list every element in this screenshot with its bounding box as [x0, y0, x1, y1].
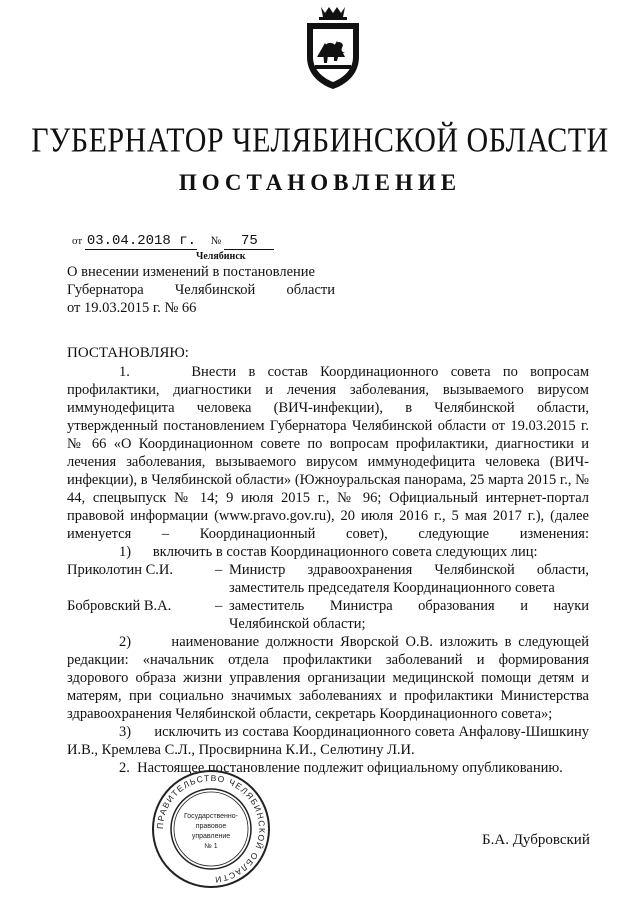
subject-line: от 19.03.2015 г. № 66: [67, 300, 197, 316]
member-role-line: Министр здравоохранения Челябинской области,: [229, 562, 589, 578]
member-role: [229, 597, 589, 633]
item-2: 2) наименование должности Яворской О.В. изложить в следующей редакции: «начальник отдела профилактики заболеваний и формирования здорового образа жизни управления организации медицинской помощи детям и матерям, при социально значимых заболеваниях и профилактики Министерства здравоохранения Челябинской области, секретарь Координационного совета»;: [67, 634, 589, 722]
item-3: 3) исключить из состава Координационного совета Анфалову-Шишкину И.В., Кремлева С.Л., Просвирнина К.И., Селютину Л.И.: [67, 724, 589, 758]
seal-outer-text: ПРАВИТЕЛЬСТВО ЧЕЛЯБИНСКОЙ ОБЛАСТИ: [154, 772, 268, 885]
seal-inner-line: Государственно-: [183, 813, 239, 820]
member-role-line: заместитель Министра образования и науки: [229, 598, 589, 614]
signatory-name: Б.А. Дубровский: [482, 832, 590, 848]
member-name: Приколотин С.И.: [67, 562, 174, 578]
item-1: 1) включить в состав Координационного совета следующих лиц:: [119, 544, 538, 560]
date-number-line: [72, 232, 274, 250]
member-dash: –: [215, 562, 223, 578]
paragraph-2: 2. Настоящее постановление подлежит официальному опубликованию.: [119, 760, 563, 776]
member-role: [229, 561, 589, 597]
document-body: [67, 363, 589, 777]
city-label: Челябинск: [196, 251, 246, 262]
member-row: [67, 561, 589, 597]
member-name: Бобровский В.А.: [67, 598, 172, 614]
subject-line: Губернатора Челябинской области: [67, 282, 335, 298]
number-prefix: №: [210, 235, 222, 247]
coat-of-arms-icon: [299, 5, 367, 91]
subject-line: О внесении изменений в постановление: [67, 264, 315, 280]
resolve-heading: ПОСТАНОВЛЯЮ:: [67, 345, 189, 361]
paragraph-1: 1. Внести в состав Координационного совета по вопросам профилактики, диагностики и лечения заболевания, вызываемого вирусом иммунодефицита человека (ВИЧ-инфекции), в Челябинской области, утвержденный постановлением Губернатора Челябинской области от 19.03.2015 г. № 66 «О Координационном совете по вопросам профилактики, диагностики и лечения заболевания, вызываемого вирусом иммунодефицита человека (ВИЧ-инфекции), в Челябинской области» (Южноуральская панорама, 25 марта 2015 г., № 44, спецвыпуск № 14; 9 июля 2015 г., № 96; Официальный интернет-портал правовой информации (www.pravo.gov.ru), 20 июля 2016 г., 5 мая 2017 г.), (далее именуется – Координационный совет), следующие изменения:: [67, 364, 589, 542]
member-dash: –: [215, 598, 223, 614]
member-row: [67, 597, 589, 633]
governor-title: ГУБЕРНАТОР ЧЕЛЯБИНСКОЙ ОБЛАСТИ: [31, 121, 609, 160]
document-number: 75: [224, 233, 274, 250]
seal-inner-line: правовое: [195, 823, 227, 830]
seal-inner-line: управление: [191, 833, 231, 840]
member-role-line: заместитель председателя Координационного совета: [229, 580, 555, 596]
document-subject: [67, 263, 335, 317]
official-seal-stamp: [150, 768, 272, 890]
document-type: ПОСТАНОВЛЕНИЕ: [178, 170, 462, 195]
date-prefix: от: [72, 235, 83, 247]
member-role-line: Челябинской области;: [229, 616, 366, 632]
document-date: 03.04.2018 г.: [86, 233, 197, 249]
seal-inner-line: № 1: [204, 843, 218, 850]
